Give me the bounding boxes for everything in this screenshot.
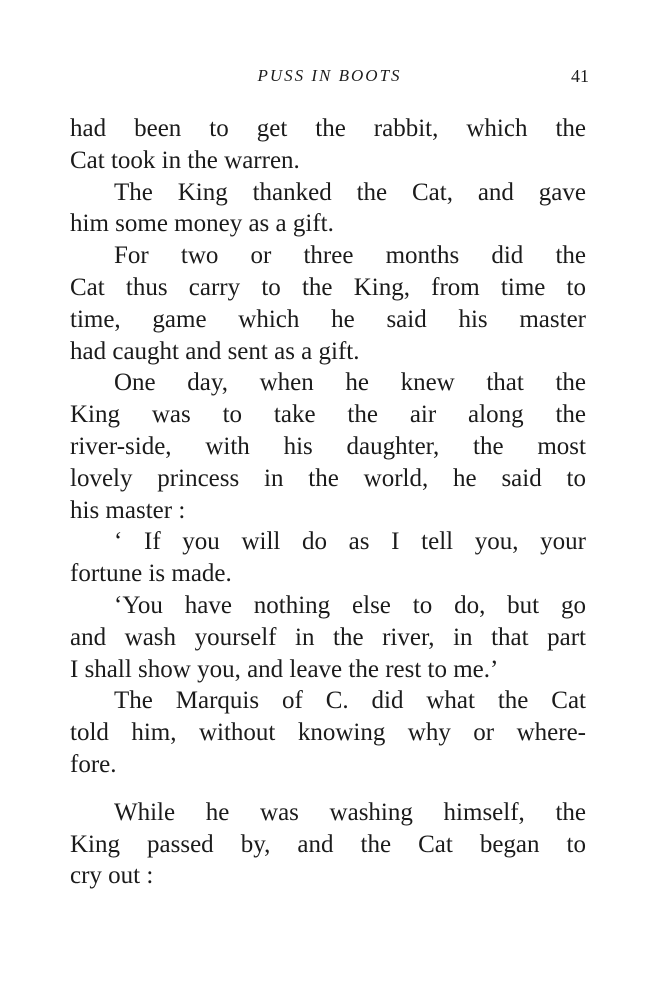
text-line: had been to get the rabbit, which the <box>70 115 586 142</box>
paragraph-3 <box>70 240 586 367</box>
text-line: fore. <box>70 750 117 778</box>
body-text <box>70 113 586 892</box>
page-number: 41 <box>571 66 589 86</box>
paragraph-gap <box>70 781 586 797</box>
text-line: told him, without knowing why or where- <box>70 719 586 747</box>
text-line: ‘ If you will do as I tell you, your <box>114 528 586 556</box>
text-line: I shall show you, and leave the rest to me.’ <box>70 655 499 683</box>
running-title: PUSS IN BOOTS <box>257 66 402 85</box>
text-line: King was to take the air along the <box>70 401 586 429</box>
running-head <box>70 64 589 88</box>
paragraph-8 <box>70 797 586 892</box>
text-line: One day, when he knew that the <box>114 369 586 397</box>
paragraph-7 <box>70 685 586 780</box>
text-line: The King thanked the Cat, and gave <box>114 178 586 206</box>
paragraph-5 <box>70 526 586 590</box>
text-line: fortune is made. <box>70 560 232 588</box>
text-line: For two or three months did the <box>114 242 586 270</box>
text-line: and wash yourself in the river, in that part <box>70 623 586 651</box>
text-line: Cat thus carry to the King, from time to <box>70 273 586 301</box>
text-line: The Marquis of C. did what the Cat <box>114 687 586 715</box>
text-line: While he was washing himself, the <box>114 798 586 826</box>
text-line: ‘You have nothing else to do, but go <box>114 591 586 619</box>
paragraph-4 <box>70 367 586 526</box>
text-line: him some money as a gift. <box>70 210 334 238</box>
text-line: cry out : <box>70 862 154 890</box>
text-line: had caught and sent as a gift. <box>70 337 360 365</box>
text-line: river-side, with his daughter, the most <box>70 432 586 460</box>
paragraph-1 <box>70 113 586 177</box>
text-line: lovely princess in the world, he said to <box>70 464 586 492</box>
paragraph-2 <box>70 177 586 241</box>
paragraph-6 <box>70 590 586 685</box>
text-line: King passed by, and the Cat began to <box>70 830 586 858</box>
text-line: his master : <box>70 496 186 524</box>
text-line: time, game which he said his master <box>70 305 586 333</box>
text-line: Cat took in the warren. <box>70 146 300 174</box>
